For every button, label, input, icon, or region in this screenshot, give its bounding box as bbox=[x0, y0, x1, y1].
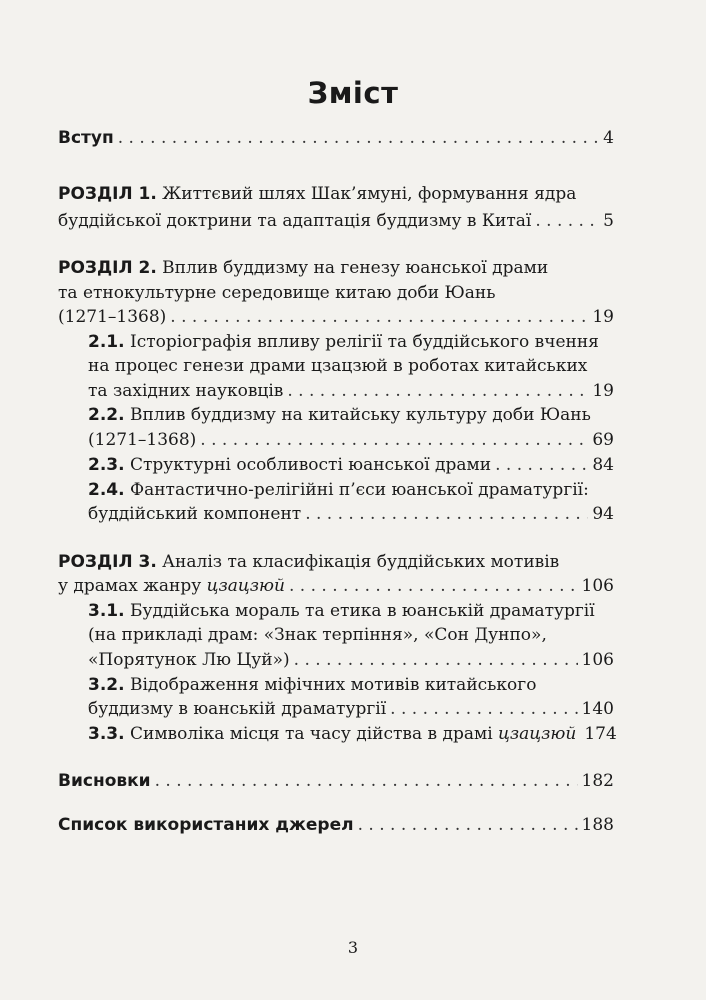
toc-chapter-3-line1[interactable] bbox=[58, 551, 559, 573]
toc-leader-dots bbox=[535, 210, 599, 232]
toc-section-3-2-line2[interactable] bbox=[88, 698, 614, 720]
toc-section-number: 2.4. bbox=[88, 480, 125, 500]
toc-leader-dots bbox=[390, 698, 577, 720]
toc-chapter-title: та етнокультурне середовище китаю доби Юань bbox=[58, 283, 496, 303]
toc-section-number: 3.1. bbox=[88, 601, 125, 621]
toc-section-2-2-line2[interactable] bbox=[88, 429, 614, 451]
toc-section-title: буддійський компонент bbox=[88, 504, 302, 524]
toc-section-2-1-line2[interactable] bbox=[88, 355, 587, 377]
toc-leader-dots bbox=[305, 503, 588, 525]
toc-page-number: 140 bbox=[581, 699, 614, 719]
toc-chapter-3-line2[interactable] bbox=[58, 575, 614, 597]
toc-chapter-title: Життєвий шлях Шак’ямуні, формування ядра bbox=[156, 184, 577, 204]
toc-leader-dots bbox=[294, 649, 578, 671]
toc-section-3-1-line3[interactable] bbox=[88, 649, 614, 671]
toc-section-3-1-line1[interactable] bbox=[88, 600, 595, 622]
toc-chapter-1-line2[interactable] bbox=[58, 210, 614, 232]
toc-chapter-title: у драмах жанру bbox=[58, 576, 207, 596]
toc-chapter-prefix: РОЗДІЛ 1. bbox=[58, 184, 157, 204]
toc-section-number: 2.1. bbox=[88, 332, 125, 352]
toc-section-title: Історіографія впливу релігії та буддійського вчення bbox=[124, 332, 599, 352]
toc-page-number: 19 bbox=[592, 307, 614, 327]
toc-page-number: 188 bbox=[581, 815, 614, 835]
toc-leader-dots bbox=[287, 380, 588, 402]
toc-page-number: 4 bbox=[603, 128, 614, 148]
toc-chapter-title: Аналіз та класифікація буддійських мотивів bbox=[156, 552, 560, 572]
toc-section-2-4-line2[interactable] bbox=[88, 503, 614, 525]
toc-section-3-1-line2[interactable] bbox=[88, 624, 547, 646]
toc-page-number: 106 bbox=[581, 576, 614, 596]
toc-section-title: Символіка місця та часу дійства в драмі bbox=[124, 724, 499, 744]
toc-conclusions-label: Висновки bbox=[58, 771, 151, 791]
toc-section-2-2-line1[interactable] bbox=[88, 404, 591, 426]
toc-page-number: 94 bbox=[592, 504, 614, 524]
page-number: 3 bbox=[347, 938, 359, 957]
toc-leader-dots bbox=[170, 306, 588, 328]
toc-leader-dots bbox=[155, 770, 578, 792]
toc-section-title: та західних науковців bbox=[88, 381, 284, 401]
toc-section-2-1-line1[interactable] bbox=[88, 331, 599, 353]
toc-section-title-italic: цзацзюй bbox=[498, 724, 577, 744]
toc-leader-dots bbox=[495, 454, 588, 476]
toc-page-number: 5 bbox=[603, 211, 614, 231]
toc-chapter-1-line1[interactable] bbox=[58, 183, 576, 205]
toc-section-2-4-line1[interactable] bbox=[88, 479, 589, 501]
toc-chapter-title-italic: цзацзюй bbox=[206, 576, 285, 596]
toc-section-title: Фантастично-релігійні п’єси юанської драматургії: bbox=[124, 480, 589, 500]
toc-chapter-2-line1[interactable] bbox=[58, 257, 548, 279]
toc-leader-dots bbox=[118, 127, 599, 149]
toc-section-number: 3.3. bbox=[88, 724, 125, 744]
toc-section-title: Відображення міфічних мотивів китайського bbox=[124, 675, 537, 695]
toc-chapter-2-line3[interactable] bbox=[58, 306, 614, 328]
toc-section-title: «Порятунок Лю Цуй») bbox=[88, 650, 290, 670]
toc-leader-dots bbox=[200, 429, 588, 451]
toc-leader-dots bbox=[358, 814, 578, 836]
toc-page-number: 69 bbox=[592, 430, 614, 450]
toc-leader-dots bbox=[289, 575, 578, 597]
toc-page-number: 182 bbox=[581, 771, 614, 791]
page-title: Зміст bbox=[307, 76, 399, 110]
toc-section-title: Структурні особливості юанської драми bbox=[124, 455, 492, 475]
toc-entry-intro[interactable] bbox=[58, 127, 614, 149]
toc-page-number: 106 bbox=[581, 650, 614, 670]
toc-section-title: (на прикладі драм: «Знак терпіння», «Сон Дунпо», bbox=[88, 625, 547, 645]
toc-chapter-title: буддійської доктрини та адаптація буддизму в Китаї bbox=[58, 211, 532, 231]
toc-page-number: 19 bbox=[592, 381, 614, 401]
toc-section-title: Буддійська мораль та етика в юанській драматургії bbox=[124, 601, 595, 621]
toc-chapter-prefix: РОЗДІЛ 2. bbox=[58, 258, 157, 278]
toc-page-number: 84 bbox=[592, 455, 614, 475]
toc-section-title: Вплив буддизму на китайську культуру доби Юань bbox=[124, 405, 591, 425]
toc-page-number: 174 bbox=[584, 724, 617, 744]
toc-references-label: Список використаних джерел bbox=[58, 815, 354, 835]
toc-section-number: 3.2. bbox=[88, 675, 125, 695]
toc-entry-references[interactable] bbox=[58, 814, 614, 836]
toc-section-2-3[interactable] bbox=[88, 454, 614, 476]
toc-section-3-3[interactable] bbox=[88, 723, 617, 745]
toc-section-title: на процес генези драми цзацзюй в роботах китайських bbox=[88, 356, 588, 376]
toc-section-title: (1271–1368) bbox=[88, 430, 197, 450]
toc-chapter-2-line2[interactable] bbox=[58, 282, 496, 304]
toc-chapter-title: Вплив буддизму на генезу юанської драми bbox=[156, 258, 549, 278]
toc-section-number: 2.2. bbox=[88, 405, 125, 425]
toc-section-2-1-line3[interactable] bbox=[88, 380, 614, 402]
toc-entry-conclusions[interactable] bbox=[58, 770, 614, 792]
toc-section-title: буддизму в юанській драматургії bbox=[88, 699, 387, 719]
toc-chapter-prefix: РОЗДІЛ 3. bbox=[58, 552, 157, 572]
toc-intro-label: Вступ bbox=[58, 128, 114, 148]
toc-section-3-2-line1[interactable] bbox=[88, 674, 536, 696]
toc-section-number: 2.3. bbox=[88, 455, 125, 475]
toc-chapter-title: (1271–1368) bbox=[58, 307, 167, 327]
